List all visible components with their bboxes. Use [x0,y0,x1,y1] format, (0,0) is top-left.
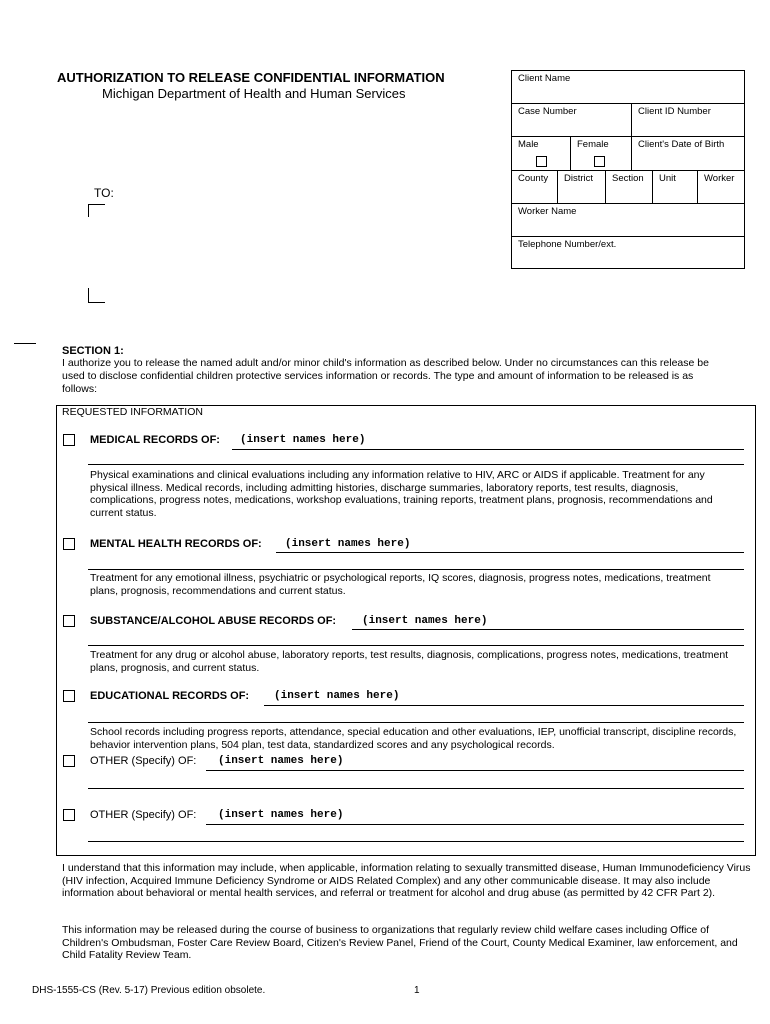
male-cell [512,137,570,170]
worker-field[interactable]: Worker [697,171,746,203]
female-checkbox[interactable] [594,156,605,167]
medical-records-line-2 [88,464,744,465]
mental-health-records-label: MENTAL HEALTH RECORDS OF: [90,538,262,550]
substance-abuse-records-checkbox[interactable] [63,615,75,627]
recipient-address-area[interactable] [104,206,484,300]
medical-records-description: Physical examinations and clinical evaluations including any information relative to HIV, ARC or AIDS if applicable. Treatment for any physical illness. Medical records, including admitting histories, discharge summaries, laboratory reports, test results, diagnosis, complications, progress notes, medications, workshop evaluations, training reports, treatment plans, prognosis, recommendations and current status. [90,469,713,519]
section1-text: I authorize you to release the named adult and/or minor child's information as described below. Under no circumstances can this release be used to disclose confidential children protective services information or records. The type and amount of information to be released is as follows: [62,357,709,395]
telephone-row [512,237,744,268]
client-name-row [512,71,744,104]
telephone-field[interactable]: Telephone Number/ext. [518,239,617,250]
worker-name-field[interactable]: Worker Name [518,206,577,217]
medical-records-label: MEDICAL RECORDS OF: [90,434,220,446]
substance-abuse-records-line [352,629,744,630]
female-label: Female [577,139,609,150]
address-bracket-bottom [88,288,105,303]
other-records-names-2[interactable]: (insert names here) [218,809,344,821]
educational-records-description: School records including progress reports, attendance, special education and other evaluations, IEP, unofficial transcript, discipline records, behavior intervention plans, 504 plan, test data, standardized scores and any psychological records. [90,726,737,751]
mental-health-records-names[interactable]: (insert names here) [285,538,411,550]
other-records-checkbox-1[interactable] [63,755,75,767]
location-row [512,171,744,204]
mental-health-records-line-2 [88,569,744,570]
address-bracket-top [88,204,105,217]
form-title: AUTHORIZATION TO RELEASE CONFIDENTIAL INFORMATION [57,70,445,85]
mental-health-records-description: Treatment for any emotional illness, psychiatric or psychological reports, IQ scores, diagnosis, progress notes, medications, treatment plans, prognosis, recommendations and current status. [90,572,711,597]
other-records-line-2 [206,824,744,825]
other-records-names-1[interactable]: (insert names here) [218,755,344,767]
client-name-field[interactable]: Client Name [518,73,571,84]
substance-abuse-records-description: Treatment for any drug or alcohol abuse, laboratory reports, test results, diagnosis, complications, progress notes, medications, treatment plans, prognosis, and current status. [90,649,729,674]
unit-field[interactable]: Unit [652,171,697,203]
educational-records-names[interactable]: (insert names here) [274,690,400,702]
mental-health-records-checkbox[interactable] [63,538,75,550]
disclosure-paragraph: I understand that this information may include, when applicable, information relating to sexually transmitted disease, Human Immunodeficiency Virus (HIV infection, Acquired Immune Deficiency Syndrome or AIDS Related Complex) and any other communicable disease. It may also include information about behavioral or mental health services, and referral or treatment for alcohol and drug abuse (as permitted by 42 CFR Part 2). [62,862,751,899]
district-field[interactable]: District [557,171,605,203]
requested-information-label: REQUESTED INFORMATION [62,406,203,418]
educational-records-checkbox[interactable] [63,690,75,702]
margin-mark [14,343,36,344]
client-id-field[interactable]: Client ID Number [631,104,746,136]
other-records-line-2b [88,841,744,842]
educational-records-line [264,705,744,706]
medical-records-checkbox[interactable] [63,434,75,446]
medical-records-line [232,449,744,450]
substance-abuse-records-label: SUBSTANCE/ALCOHOL ABUSE RECORDS OF: [90,615,337,627]
female-cell [570,137,631,170]
other-records-line-1b [88,788,744,789]
substance-abuse-records-names[interactable]: (insert names here) [362,615,488,627]
case-number-field[interactable]: Case Number [518,106,577,117]
worker-name-row [512,204,744,237]
mental-health-records-line [276,552,744,553]
other-records-line-1 [206,770,744,771]
dob-field[interactable]: Client's Date of Birth [631,137,746,170]
form-id: DHS-1555-CS (Rev. 5-17) Previous edition obsolete. [32,985,266,996]
page-number: 1 [414,985,420,996]
section1-heading: SECTION 1: [62,345,124,357]
medical-records-names[interactable]: (insert names here) [240,434,366,446]
county-field[interactable]: County [518,173,549,184]
case-row [512,104,744,137]
male-label: Male [518,139,539,150]
client-info-box [511,70,745,269]
male-checkbox[interactable] [536,156,547,167]
other-records-checkbox-2[interactable] [63,809,75,821]
other-records-label-2: OTHER (Specify) OF: [90,809,197,821]
gender-row [512,137,744,171]
review-organizations-paragraph: This information may be released during the course of business to organizations that regularly review child welfare cases including Office of Children's Ombudsman, Foster Care Review Board, Citizen's Review Panel, Friend of the Court, County Medical Examiner, law enforcement, and Child Fatality Review Team. [62,924,738,961]
educational-records-label: EDUCATIONAL RECORDS OF: [90,690,250,702]
form-subtitle: Michigan Department of Health and Human Services [102,86,406,101]
educational-records-line-2 [88,722,744,723]
substance-abuse-records-line-2 [88,645,744,646]
to-label: TO: [94,186,114,200]
section-field[interactable]: Section [605,171,652,203]
other-records-label-1: OTHER (Specify) OF: [90,755,197,767]
